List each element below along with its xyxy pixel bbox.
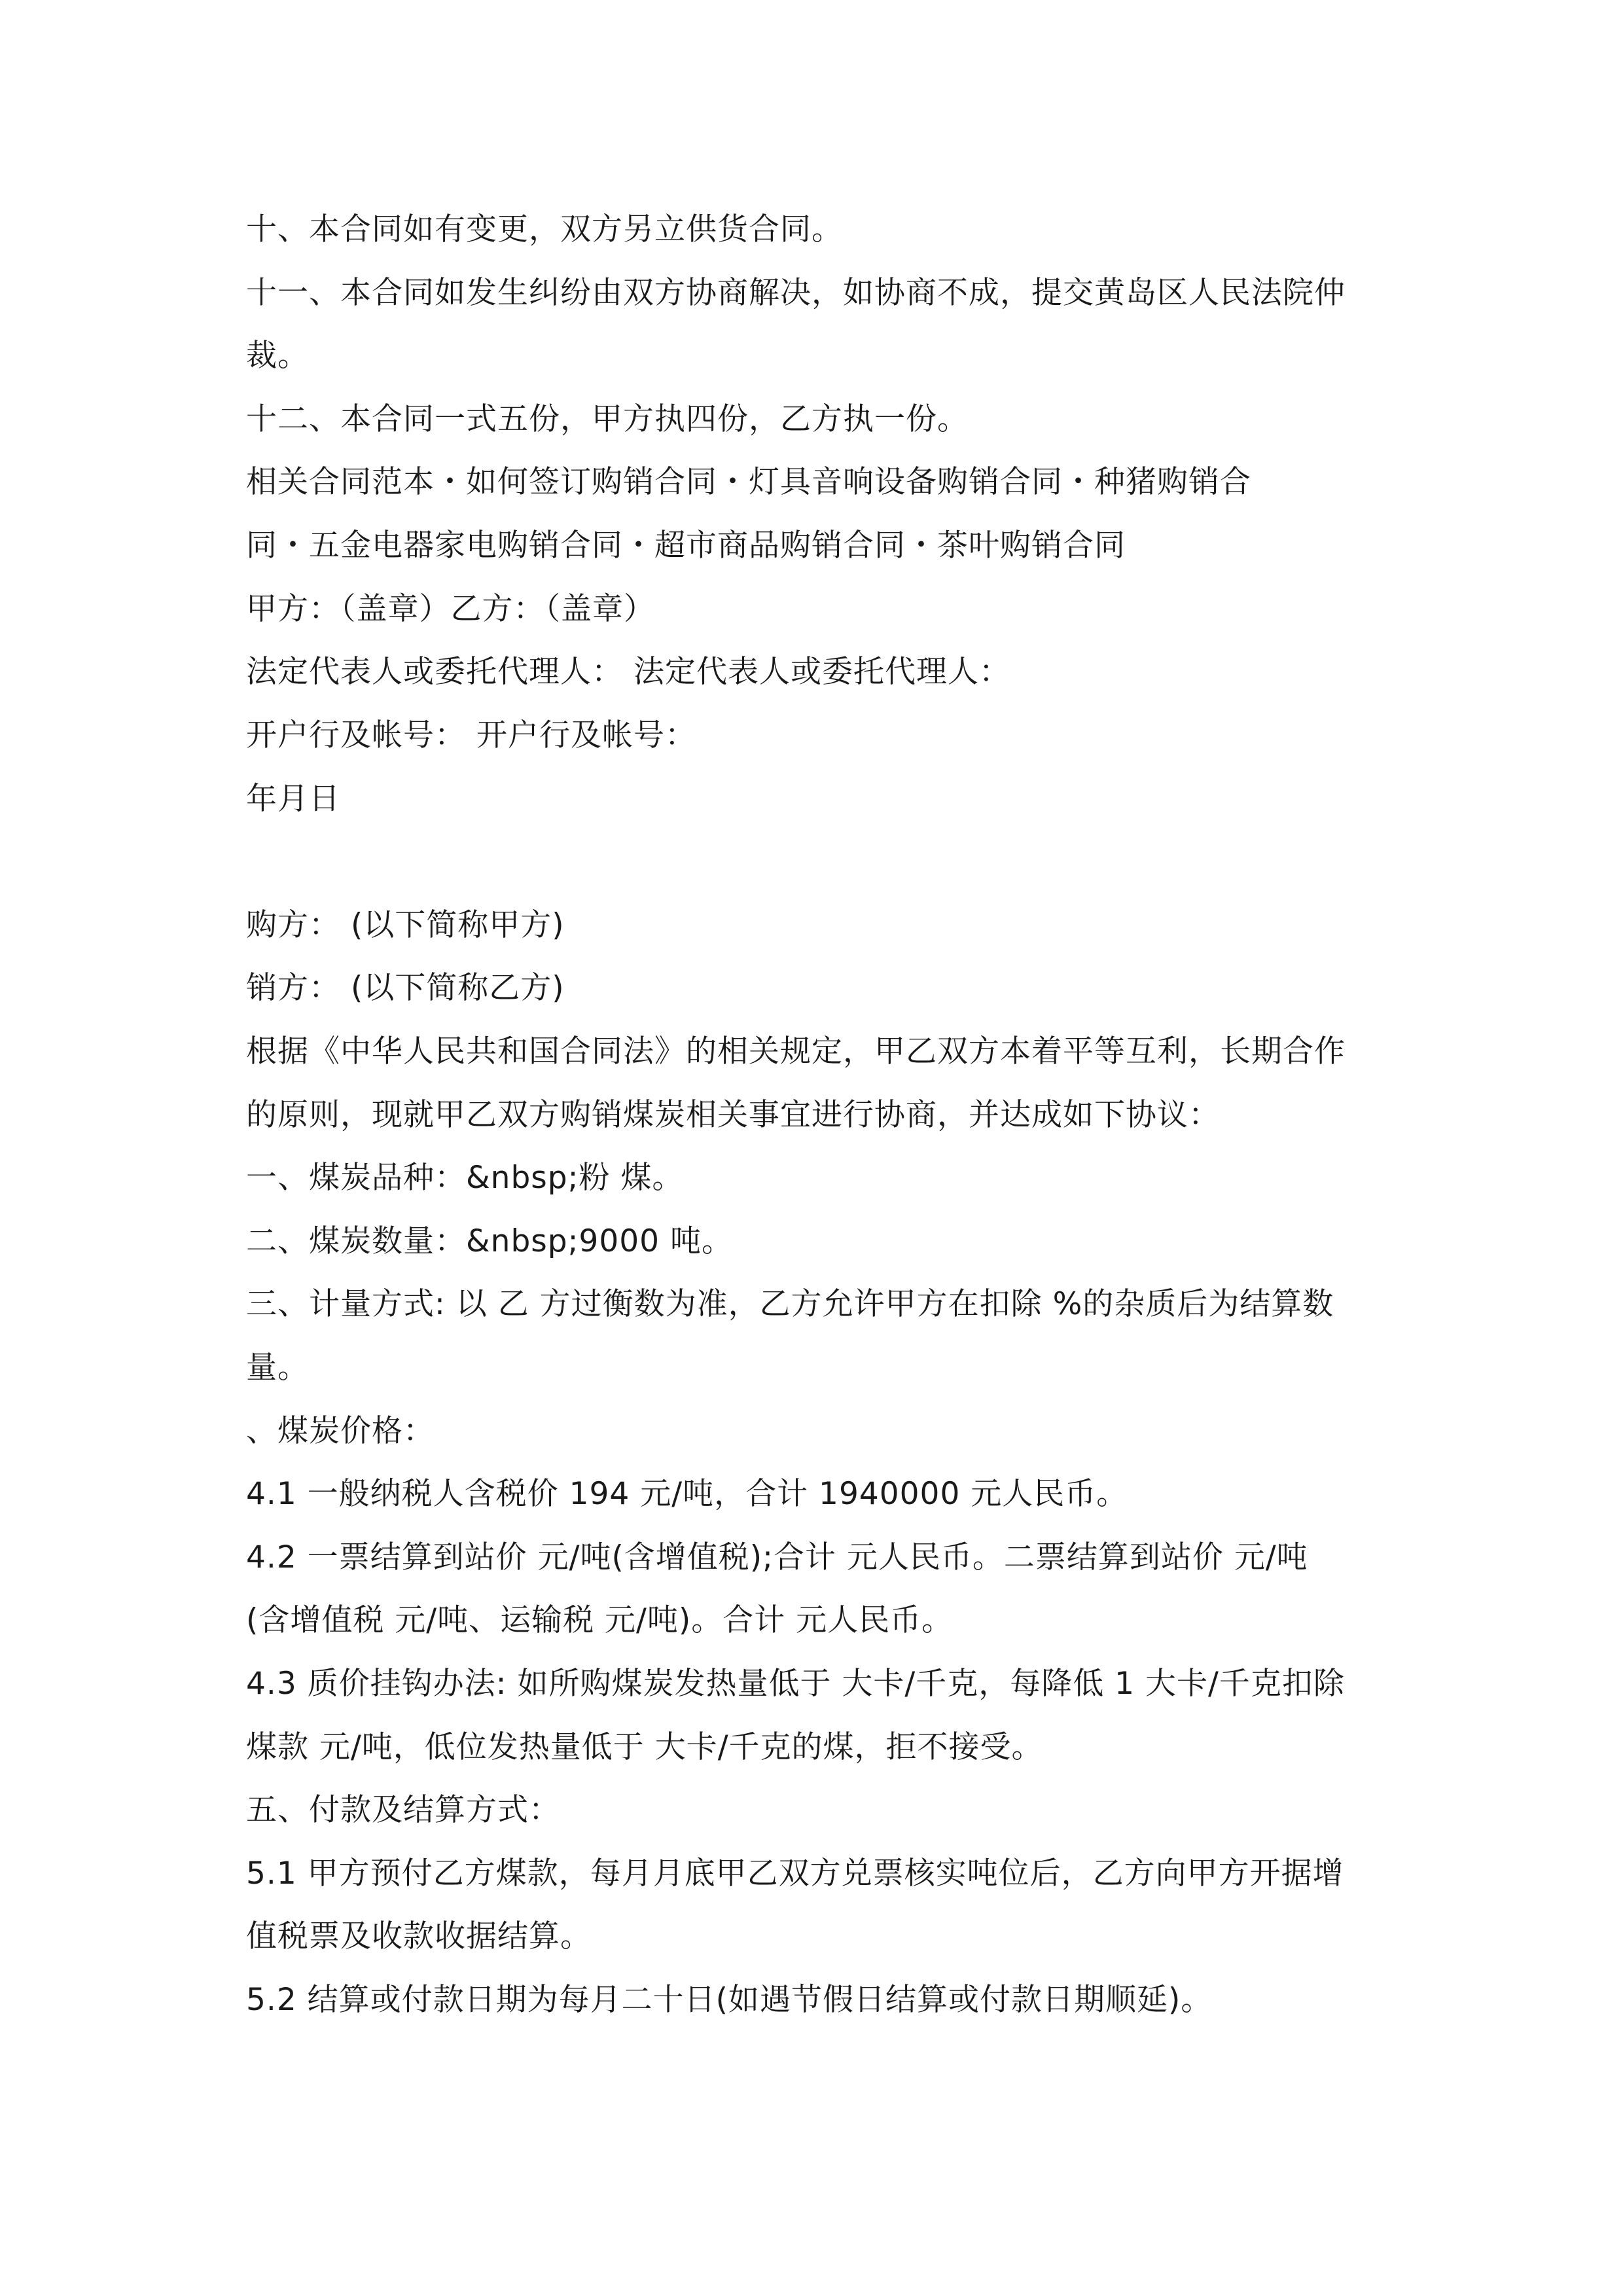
seller-line: 销方： (以下简称乙方) <box>246 970 565 1006</box>
related-templates-cont: 同・五金电器家电购销合同・超市商品购销合同・茶叶购销合同 <box>246 528 1126 564</box>
price-4-3-cont: 煤款 元/吨，低位发热量低于 大卡/千克的煤，拒不接受。 <box>246 1729 1043 1765</box>
payment-heading: 五、付款及结算方式： <box>246 1792 560 1828</box>
clause-11: 十一、本合同如发生纠纷由双方协商解决，如协商不成，提交黄岛区人民法院仲 <box>246 275 1346 311</box>
price-4-3: 4.3 质价挂钩办法: 如所购煤炭发热量低于 大卡/千克，每降低 1 大卡/千克扣除 <box>246 1666 1345 1702</box>
coal-price-heading: 、煤炭价格： <box>246 1413 435 1449</box>
payment-5-2: 5.2 结算或付款日期为每月二十日(如遇节假日结算或付款日期顺延)。 <box>246 1982 1213 2018</box>
payment-5-1: 5.1 甲方预付乙方煤款，每月月底甲乙双方兑票核实吨位后，乙方向甲方开据增 <box>246 1856 1344 1892</box>
related-templates: 相关合同范本・如何签订购销合同・灯具音响设备购销合同・种猪购销合 <box>246 464 1251 500</box>
clause-12: 十二、本合同一式五份，甲方执四份，乙方执一份。 <box>246 401 969 437</box>
price-4-1: 4.1 一般纳税人含税价 194 元/吨，合计 1940000 元人民币。 <box>246 1476 1128 1512</box>
clause-11-cont: 裁。 <box>246 338 309 374</box>
price-4-2-cont: (含增值税 元/吨、运输税 元/吨)。合计 元人民币。 <box>246 1602 954 1638</box>
coal-variety: 一、煤炭品种：&nbsp;粉 煤。 <box>246 1160 684 1196</box>
party-seals: 甲方：（盖章）乙方：（盖章） <box>246 591 655 627</box>
payment-5-1-cont: 值税票及收款收据结算。 <box>246 1918 592 1954</box>
preamble-cont: 的原则，现就甲乙双方购销煤炭相关事宜进行协商，并达成如下协议： <box>246 1097 1220 1133</box>
buyer-line: 购方： (以下简称甲方) <box>246 907 565 943</box>
measurement-method: 三、计量方式: 以 乙 方过衡数为准，乙方允许甲方在扣除 %的杂质后为结算数 <box>246 1286 1334 1322</box>
preamble: 根据《中华人民共和国合同法》的相关规定，甲乙双方本着平等互利，长期合作 <box>246 1033 1346 1069</box>
coal-quantity: 二、煤炭数量：&nbsp;9000 吨。 <box>246 1223 733 1259</box>
price-4-2: 4.2 一票结算到站价 元/吨(含增值税);合计 元人民币。二票结算到站价 元/吨 <box>246 1539 1308 1575</box>
legal-representatives: 法定代表人或委托代理人： 法定代表人或委托代理人： <box>246 654 1010 690</box>
clause-10: 十、本合同如有变更，双方另立供货合同。 <box>246 211 843 247</box>
date-line: 年月日 <box>246 781 340 817</box>
bank-accounts: 开户行及帐号： 开户行及帐号： <box>246 717 696 753</box>
measurement-method-cont: 量。 <box>246 1350 309 1386</box>
